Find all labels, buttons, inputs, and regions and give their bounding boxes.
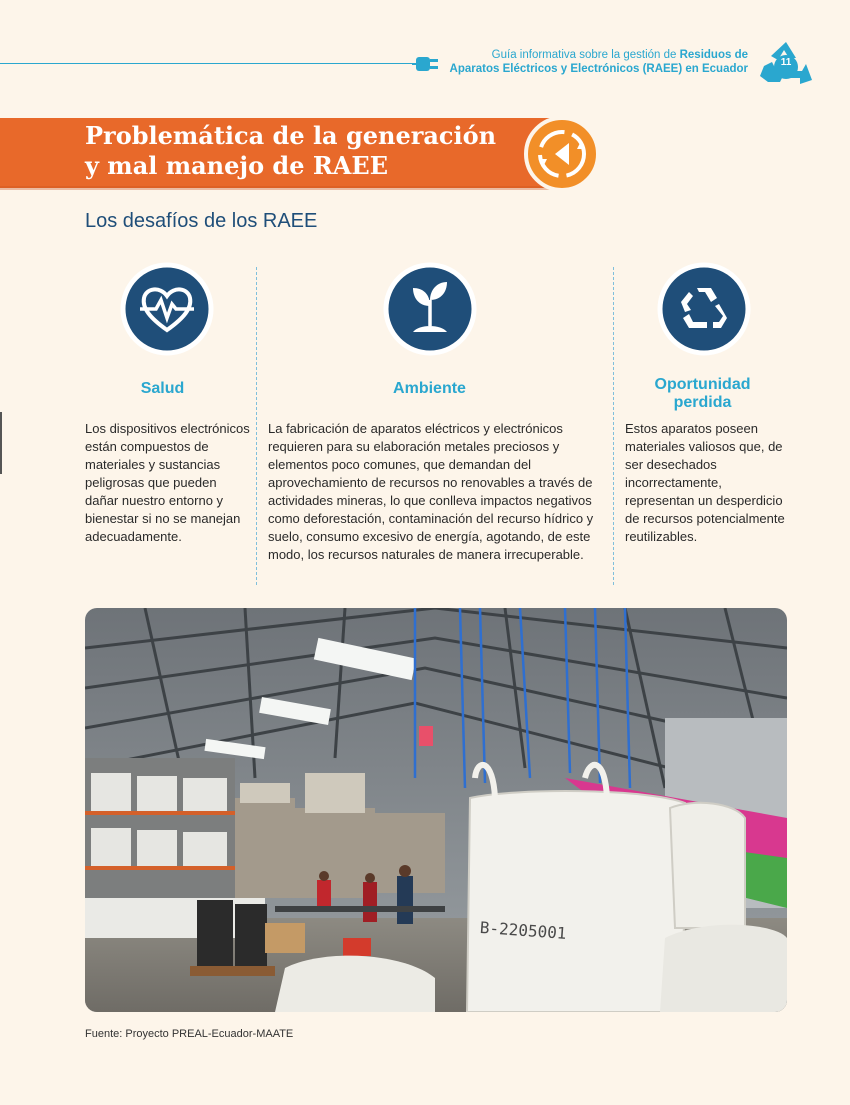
bag-label: B-2205001 — [479, 917, 568, 943]
column-title-ambiente: Ambiente — [393, 380, 466, 397]
heart-pulse-icon — [120, 262, 214, 356]
column-divider — [256, 267, 257, 585]
page-edge-mark — [0, 412, 2, 474]
cycle-icon — [523, 115, 601, 193]
sprout-icon — [383, 262, 477, 356]
header-line2: Aparatos Eléctricos y Electrónicos (RAEE) en Ecuador — [449, 63, 748, 75]
header-line1-bold: Residuos de — [679, 49, 748, 61]
banner-shadow — [0, 186, 560, 190]
recycle-icon — [657, 262, 751, 356]
column-text-salud: Los dispositivos electrónicos están compuestos de materiales y sustancias peligrosas que pueden dañar nuestro entorno y bienestar si no se manejan adecuadamente. — [85, 421, 250, 544]
banner-title-line1: Problemática de la generación — [85, 121, 497, 150]
header-line1-prefix: Guía informativa sobre la gestión de — [491, 49, 680, 61]
page-number: 11 — [780, 57, 792, 68]
photo-source: Fuente: Proyecto PREAL-Ecuador-MAATE — [85, 1028, 294, 1040]
column-text-oportunidad: Estos aparatos poseen materiales valiosos que, de ser desechados incorrectamente, representan un desperdicio de recursos potencialmente reutilizables. — [625, 421, 785, 544]
warehouse-photo — [85, 608, 787, 1012]
banner-title-line2: y mal manejo de RAEE — [85, 151, 388, 180]
header-rule — [0, 63, 415, 64]
section-title: Los desafíos de los RAEE — [85, 210, 318, 232]
column-title-salud: Salud — [140, 380, 185, 397]
banner-title — [85, 121, 525, 181]
column-text-ambiente: La fabricación de aparatos eléctricos y electrónicos requieren para su elaboración metales preciosos y elementos poco comunes, que demandan del aprovechamiento de recursos no renovables a través de actividades mineras, lo que conlleva impactos negativos como deforestación, contaminación del recurso hídrico y suelo, consumo excesivo de energía, agotando, de este modo, los recursos naturales de manera irrecuperable. — [268, 421, 594, 562]
column-divider — [613, 267, 614, 585]
column-title-oportunidad-line2: perdida — [673, 394, 732, 411]
column-title-oportunidad — [625, 376, 780, 412]
header-guide-title — [388, 48, 748, 76]
column-title-oportunidad-line1: Oportunidad — [654, 376, 751, 393]
